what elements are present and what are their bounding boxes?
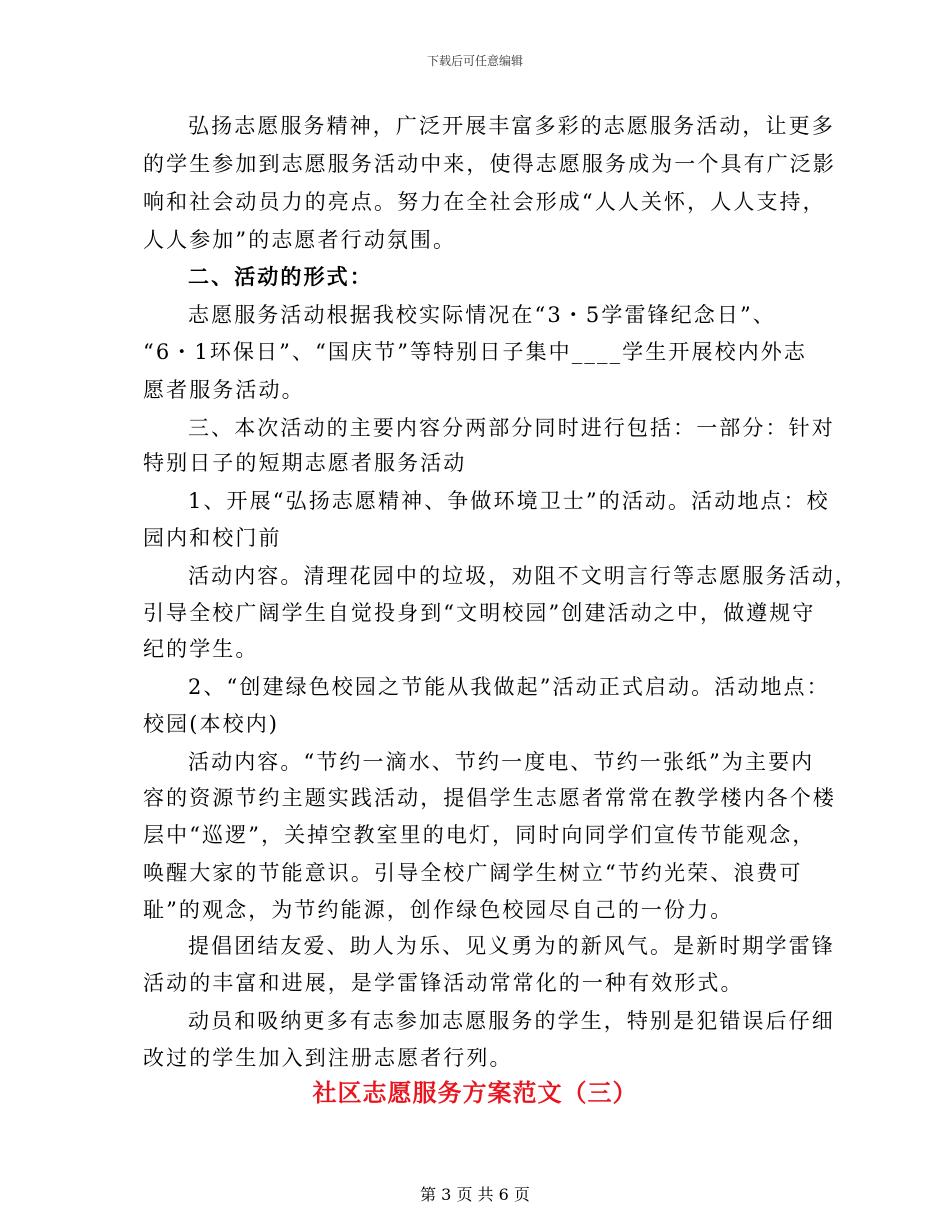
text-line: 活动内容。“节约一滴水、节约一度电、节约一张纸”为主要内	[188, 750, 815, 774]
text-line: 三、本次活动的主要内容分两部分同时进行包括：一部分：针对	[188, 416, 835, 440]
text-line: 弘扬志愿服务精神，广泛开展丰富多彩的志愿服务活动，让更多	[188, 114, 835, 138]
text-line: “6・1环保日”、“国庆节”等特别日子集中____学生开展校内外志	[143, 340, 807, 364]
text-line: 纪的学生。	[143, 637, 259, 661]
text-line: 响和社会动员力的亮点。努力在全社会形成“人人关怀，人人支持，	[143, 190, 826, 214]
text-line: 提倡团结友爱、助人为乐、见义勇为的新风气。是新时期学雷锋	[188, 934, 835, 958]
text-line: 人人参加”的志愿者行动氛围。	[143, 228, 457, 252]
text-line: 的学生参加到志愿服务活动中来，使得志愿服务成为一个具有广泛影	[143, 152, 836, 176]
text-line: 容的资源节约主题实践活动，提倡学生志愿者常常在教学楼内各个楼	[143, 786, 836, 810]
text-line: 2、“创建绿色校园之节能从我做起”活动正式启动。活动地点：	[188, 675, 830, 699]
text-line: 园内和校门前	[143, 526, 282, 550]
text-line: 层中“巡逻”，关掉空教室里的电灯，同时向同学们宣传节能观念，	[143, 823, 816, 847]
text-line: 1、开展“弘扬志愿精神、争做环境卫士”的活动。活动地点：校	[188, 489, 830, 513]
text-line: 引导全校广阔学生自觉投身到“文明校园”创建活动之中，做遵规守	[143, 601, 816, 625]
text-line: 特别日子的短期志愿者服务活动	[143, 451, 467, 475]
text-line: 活动的丰富和进展，是学雷锋活动常常化的一种有效形式。	[143, 971, 744, 995]
page-footer: 第 3 页 共 6 页	[420, 1185, 530, 1204]
text-line: 志愿服务活动根据我校实际情况在“3・5学雷锋纪念日”、	[188, 303, 776, 327]
text-line: 动员和吸纳更多有志参加志愿服务的学生，特别是犯错误后仔细	[188, 1009, 835, 1033]
section-heading: 二、活动的形式：	[188, 264, 373, 289]
text-line: 校园(本校内)	[143, 712, 280, 736]
section-title: 社区志愿服务方案范文（三）	[312, 1078, 638, 1107]
text-line: 活动内容。清理花园中的垃圾，劝阻不文明言行等志愿服务活动，	[188, 564, 858, 588]
text-line: 改过的学生加入到注册志愿者行列。	[143, 1046, 513, 1070]
text-line: 耻”的观念，为节约能源，创作绿色校园尽自己的一份力。	[143, 898, 734, 922]
header-note: 下载后可任意编辑	[426, 54, 523, 68]
text-line: 愿者服务活动。	[143, 378, 305, 402]
text-line: 唤醒大家的节能意识。引导全校广阔学生树立“节约光荣、浪费可	[143, 861, 803, 885]
